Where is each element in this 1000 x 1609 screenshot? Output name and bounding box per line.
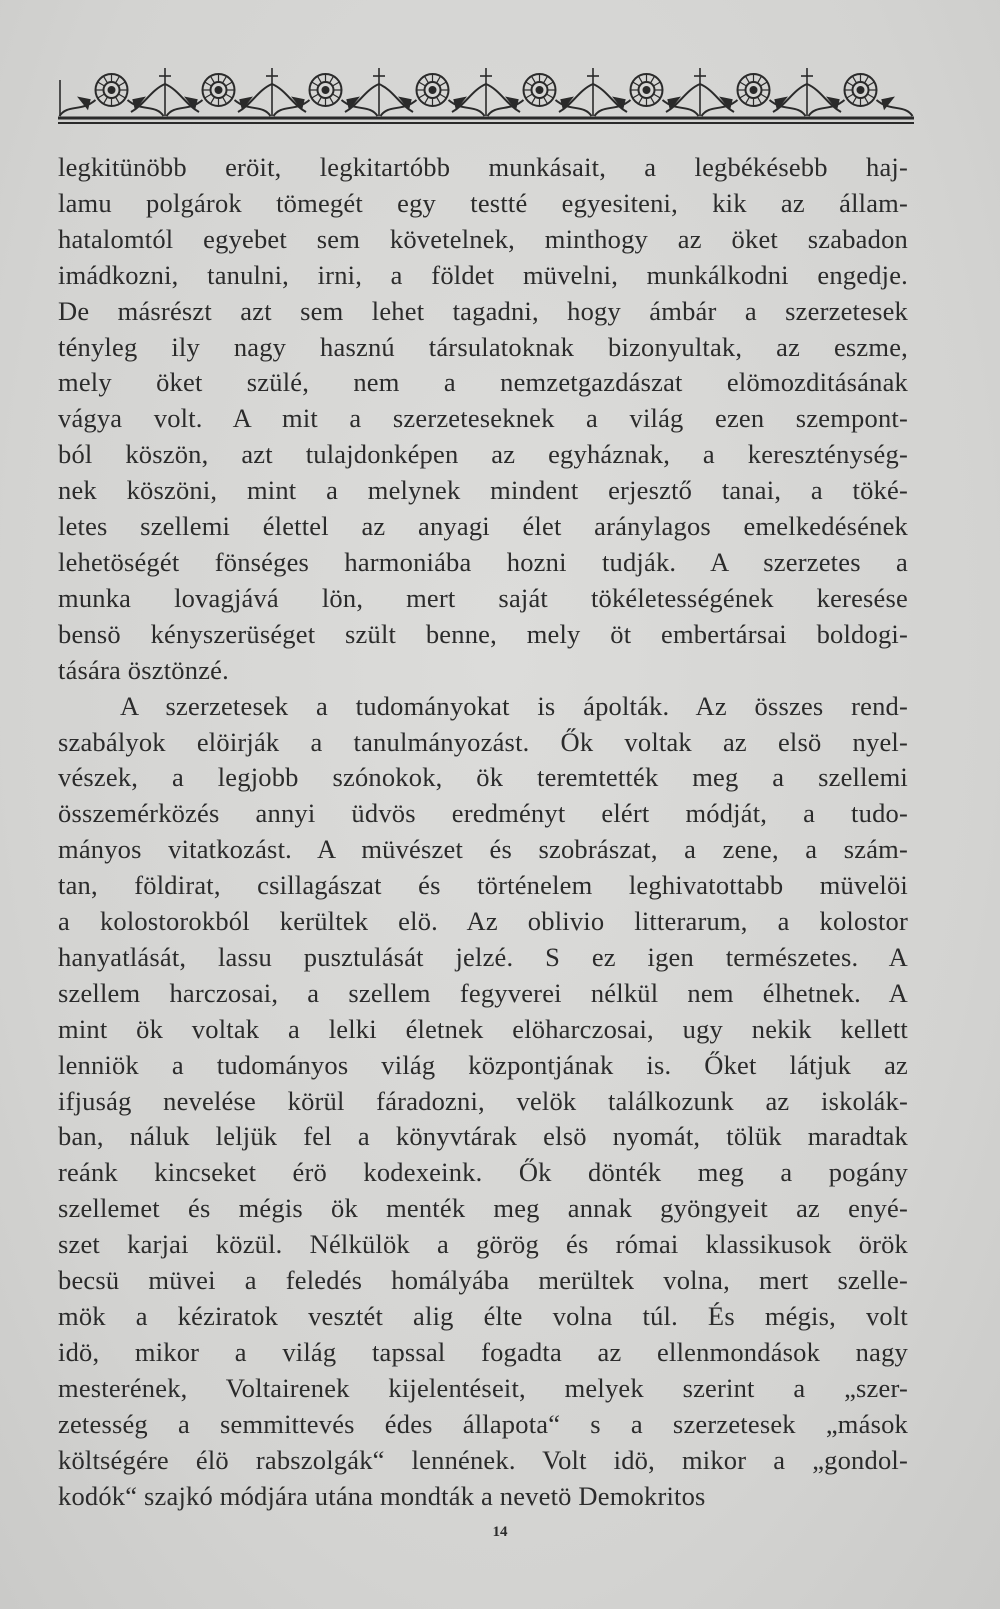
body-text — [58, 150, 908, 1514]
text-line: vészek, a legjobb szónokok, ök teremtették meg a szellemi — [58, 762, 908, 793]
text-line: lehetöségét fönséges harmoniába hozni tudják. A szerzetes a — [58, 546, 908, 577]
text-line: letes szellemi élettel az anyagi élet aránylagos emelkedésének — [58, 511, 908, 542]
text-line: mint ök voltak a lelki életnek elöharczosai, ugy nekik kellett — [58, 1013, 908, 1044]
text-line: lenniök a tudományos világ központjának is. Őket látjuk az — [58, 1049, 908, 1080]
text-line: tényleg ily nagy hasznú társulatoknak bizonyultak, az eszme, — [58, 331, 908, 362]
text-line: becsü müvei a feledés homályába merültek volna, mert szelle- — [58, 1265, 908, 1296]
text-line: szellemet és mégis ök menték meg annak gyöngyeit az enyé- — [58, 1193, 908, 1224]
paragraph — [58, 689, 908, 1515]
floral-border-ornament-icon — [58, 60, 914, 126]
text-line: ifjuság nevelése körül fáradozni, velök találkozunk az iskolák- — [58, 1085, 908, 1116]
text-line: tan, földirat, csillagászat és történelem leghivatottabb müvelöi — [58, 870, 908, 901]
page-number: 14 — [492, 1524, 508, 1540]
text-line: De másrészt azt sem lehet tagadni, hogy ámbár a szerzetesek — [58, 295, 908, 326]
text-line: idö, mikor a világ tapssal fogadta az ellenmondások nagy — [58, 1336, 908, 1367]
text-line: vágya volt. A mit a szerzeteseknek a világ ezen szempont- — [58, 403, 908, 434]
text-line: nek köszöni, mint a melynek mindent erjesztő tanai, a töké- — [58, 475, 908, 506]
text-line: hatalomtól egyebet sem követelnek, minthogy az öket szabadon — [58, 223, 908, 254]
paragraph — [58, 150, 908, 689]
text-line: zetesség a semmittevés édes állapota“ s a szerzetesek „mások — [58, 1408, 908, 1439]
text-line: munka lovagjává lön, mert saját tökéletességének keresése — [58, 582, 908, 613]
text-line: tására ösztönzé. — [58, 654, 229, 685]
text-line: imádkozni, tanulni, irni, a földet müvelni, munkálkodni engedje. — [58, 259, 908, 290]
text-line: szabályok elöirják a tanulmányozást. Ők voltak az elsö nyel- — [58, 726, 908, 757]
text-line: ban, náluk leljük fel a könyvtárak elsö nyomát, tölük maradtak — [58, 1121, 908, 1152]
text-line: kodók“ szajkó módjára utána mondták a nevetö Demokritos — [58, 1480, 706, 1511]
text-line: mely öket szülé, nem a nemzetgazdászat elömozditásának — [58, 367, 908, 398]
text-line: A szerzetesek a tudományokat is ápolták. Az összes rend- — [120, 690, 908, 721]
text-line: lamu polgárok tömegét egy testté egyesiteni, kik az állam- — [58, 187, 908, 218]
text-line: hanyatlását, lassu pusztulását jelzé. S ez igen természetes. A — [58, 941, 908, 972]
text-line: mesterének, Voltairenek kijelentéseit, melyek szerint a „szer- — [58, 1372, 908, 1403]
text-line: szellem harczosai, a szellem fegyverei nélkül nem élhetnek. A — [58, 977, 908, 1008]
text-line: reánk kincseket érö kodexeink. Ők dönték meg a pogány — [58, 1157, 908, 1188]
text-line: mök a kéziratok vesztét alig élte volna túl. És mégis, volt — [58, 1301, 908, 1331]
text-line: legkitünöbb eröit, legkitartóbb munkásait, a legbékésebb haj- — [58, 152, 908, 182]
text-line: szet karjai közül. Nélkülök a görög és római klassikusok örök — [58, 1229, 908, 1260]
text-line: a kolostorokból kerültek elö. Az oblivio litterarum, a kolostor — [58, 906, 908, 937]
text-line: összemérközés annyi üdvös eredményt elért módját, a tudo- — [58, 798, 908, 829]
text-line: mányos vitatkozást. A müvészet és szobrászat, a zene, a szám- — [58, 834, 908, 865]
text-line: ból köszön, azt tulajdonképen az egyháznak, a kereszténység- — [58, 439, 908, 470]
text-line: bensö kényszerüséget szült benne, mely öt embertársai boldogi- — [58, 618, 908, 649]
text-line: költségére élö rabszolgák“ lennének. Volt idö, mikor a „gondol- — [58, 1444, 908, 1475]
